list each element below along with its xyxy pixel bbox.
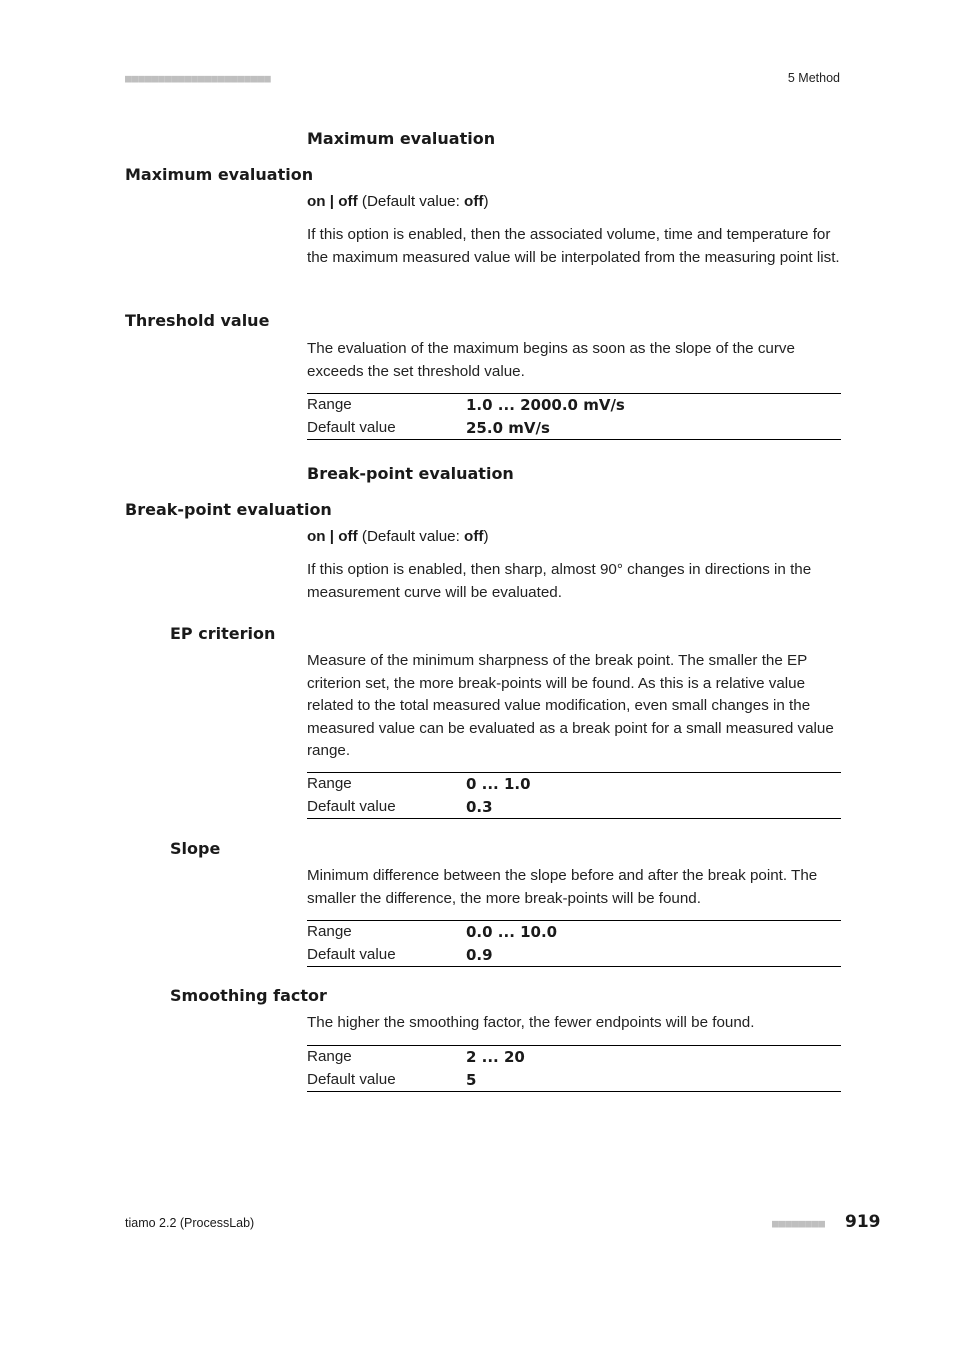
- slope-table: [307, 920, 841, 967]
- option-off: off: [338, 528, 358, 545]
- default-value: 5: [466, 1070, 477, 1089]
- default-label: Default value: [307, 418, 396, 436]
- range-label: Range: [307, 923, 352, 940]
- ep-criterion-description: Measure of the minimum sharpness of the break point. The smaller the EP criterion set, the more break-points will be found. As this is a relative value related to the total measured value modification, even small changes in the measured value can be evaluated as a break point for a small measured value range.: [307, 652, 834, 759]
- param-smoothing-factor: Smoothing factor: [170, 986, 327, 1005]
- threshold-value-table: [307, 393, 841, 440]
- break-point-evaluation-options: [307, 528, 489, 545]
- slope-description: Minimum difference between the slope before and after the break point. The smaller the difference, the more break-points will be found.: [307, 867, 818, 907]
- table-row: [307, 394, 841, 417]
- default-label: Default value: [307, 945, 396, 963]
- header-decoration: ■■■■■■■■■■■■■■■■■■■■■■: [125, 72, 271, 85]
- default-value: 25.0 mV/s: [466, 418, 550, 437]
- param-slope: Slope: [170, 839, 221, 858]
- default-value: 0.3: [466, 797, 493, 816]
- break-point-evaluation-description: If this option is enabled, then sharp, almost 90° changes in directions in the measurement curve will be evaluated.: [307, 561, 812, 601]
- smoothing-factor-table: [307, 1045, 841, 1092]
- table-row: [307, 417, 841, 440]
- range-label: Range: [307, 775, 352, 792]
- footer-decoration: ■■■■■■■■: [772, 1217, 825, 1230]
- page-number: 919: [845, 1212, 881, 1232]
- table-row: [307, 1069, 841, 1092]
- option-separator: |: [325, 528, 339, 545]
- param-ep-criterion: EP criterion: [170, 624, 276, 643]
- table-row: [307, 773, 841, 796]
- option-on: on: [307, 528, 326, 545]
- option-separator: |: [325, 193, 339, 210]
- option-on: on: [307, 193, 326, 210]
- ep-criterion-table: [307, 772, 841, 819]
- param-threshold-value: Threshold value: [125, 311, 270, 330]
- range-value: 0 ... 1.0: [466, 775, 531, 793]
- table-row: [307, 944, 841, 967]
- chapter-title: 5 Method: [787, 71, 840, 85]
- param-break-point-evaluation: Break-point evaluation: [125, 500, 332, 519]
- default-prefix: (Default value:: [357, 528, 465, 545]
- range-value: 2 ... 20: [466, 1048, 525, 1066]
- default-suffix: ): [483, 193, 489, 210]
- default-label: Default value: [307, 797, 396, 815]
- default-prefix: (Default value:: [357, 193, 465, 210]
- maximum-evaluation-options: [307, 193, 489, 210]
- table-row: [307, 1046, 841, 1069]
- smoothing-factor-description: The higher the smoothing factor, the fewer endpoints will be found.: [307, 1014, 755, 1031]
- range-label: Range: [307, 396, 352, 413]
- maximum-evaluation-description: If this option is enabled, then the associated volume, time and temperature for the maximum measured value will be interpolated from the measuring point list.: [307, 226, 840, 266]
- default-value: 0.9: [466, 945, 493, 964]
- default-value: off: [464, 193, 484, 210]
- range-value: 1.0 ... 2000.0 mV/s: [466, 396, 625, 414]
- product-name: tiamo 2.2 (ProcessLab): [125, 1216, 255, 1230]
- default-value: off: [464, 528, 484, 545]
- section-heading-break-point-evaluation: Break-point evaluation: [307, 464, 514, 483]
- threshold-value-description: The evaluation of the maximum begins as soon as the slope of the curve exceeds the set threshold value.: [307, 340, 795, 380]
- default-label: Default value: [307, 1070, 396, 1088]
- param-maximum-evaluation: Maximum evaluation: [125, 165, 314, 184]
- section-heading-maximum-evaluation: Maximum evaluation: [307, 129, 496, 148]
- range-label: Range: [307, 1048, 352, 1065]
- option-off: off: [338, 193, 358, 210]
- default-suffix: ): [483, 528, 489, 545]
- table-row: [307, 796, 841, 819]
- range-value: 0.0 ... 10.0: [466, 923, 558, 941]
- table-row: [307, 921, 841, 944]
